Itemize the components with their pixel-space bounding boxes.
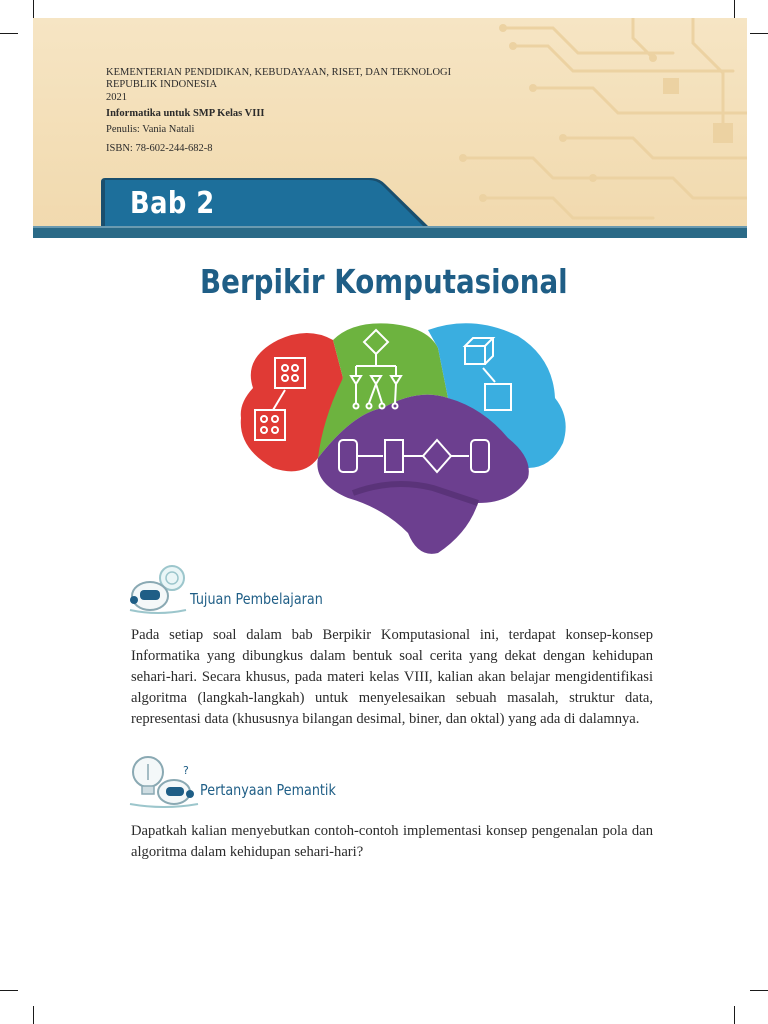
author-line: Penulis: Vania Natali: [106, 124, 195, 135]
lightbulb-robot-icon: [128, 752, 200, 808]
section-heading-pemantik: Pertanyaan Pemantik: [200, 781, 336, 799]
crop-mark: [734, 0, 735, 18]
section-text-pemantik: Dapatkah kalian menyebutkan contoh-contoh implementasi konsep pengenalan pola dan algoritma dalam kehidupan sehari-hari?: [131, 823, 653, 860]
republic-line: REPUBLIK INDONESIA: [106, 79, 218, 90]
robot-learning-icon: [128, 564, 190, 616]
brain-illustration: [233, 318, 573, 558]
year-line: 2021: [106, 92, 127, 103]
section-text-tujuan: Pada setiap soal dalam bab Berpikir Komputasional ini, terdapat konsep-konsep Informatika yang dibungkus dalam bentuk soal cerita yang dekat dengan kehidupan sehari-hari. Secara khusus, pada materi kelas VIII, kalian akan belajar mengidentifikasi algoritma (langkah-langkah) untuk menyelesaikan sebuah masalah, struktur data, representasi data (khususnya bilangan desimal, biner, dan oktal) yang ada di dalamnya.: [131, 627, 653, 727]
crop-mark: [0, 33, 18, 34]
crop-mark: [750, 33, 768, 34]
ministry-line: KEMENTERIAN PENDIDIKAN, KEBUDAYAAN, RISET, DAN TEKNOLOGI: [106, 67, 452, 78]
crop-mark: [0, 990, 18, 991]
crop-mark: [734, 1006, 735, 1024]
section-heading-tujuan: Tujuan Pembelajaran: [190, 590, 323, 608]
isbn-line: ISBN: 78-602-244-682-8: [106, 143, 213, 154]
chapter-title: Berpikir Komputasional: [200, 262, 568, 301]
book-title: Informatika untuk SMP Kelas VIII: [106, 108, 265, 119]
crop-mark: [750, 990, 768, 991]
chapter-label: Bab 2: [130, 186, 215, 221]
svg-text:?: ?: [183, 764, 189, 777]
crop-mark: [33, 0, 34, 18]
crop-mark: [33, 1006, 34, 1024]
